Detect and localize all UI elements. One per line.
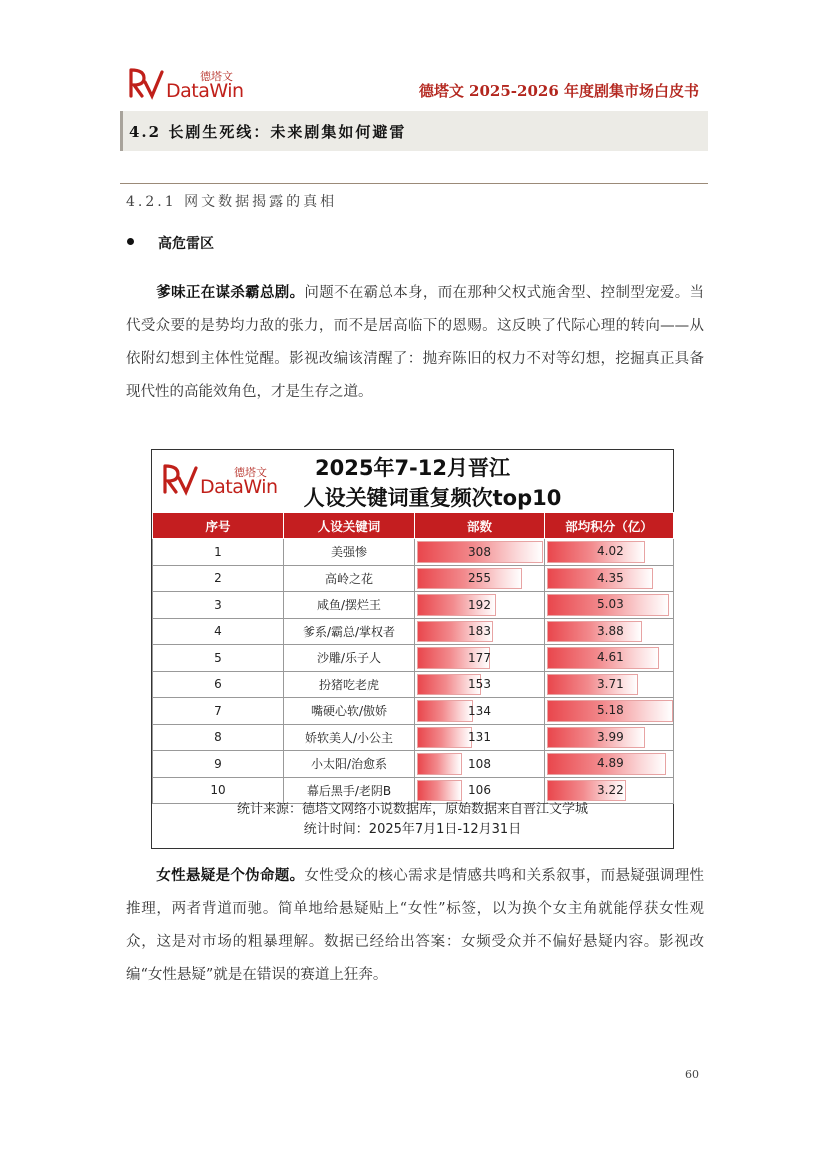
keyword-cell-text: 咸鱼/摆烂王: [316, 598, 382, 613]
table-source: 统计来源：德塔文网络小说数据库，原始数据来自晋江文学城: [236, 802, 588, 817]
subsection-title: 4.2.1 网文数据揭露的真相: [126, 194, 338, 210]
paragraph-1: [126, 276, 704, 409]
count-cell: [415, 645, 545, 672]
keyword-cell: [284, 592, 415, 619]
score-cell-text: 3.22: [597, 782, 624, 797]
logo-en-text: DataWin: [166, 80, 244, 102]
rank-cell-text: 7: [214, 703, 222, 718]
score-data-bar: [547, 621, 642, 643]
table-title-line1: 2025年7-12月晋江: [315, 456, 510, 480]
score-cell-text: 5.03: [597, 597, 624, 611]
keyword-cell-text: 爹系/霸总/掌权者: [302, 624, 396, 639]
rank-cell: [153, 671, 284, 698]
count-cell: [415, 592, 545, 619]
count-data-bar: [417, 727, 472, 749]
count-cell-text: 134: [468, 703, 491, 718]
paragraph-2-lead: 女性悬疑是个伪命题。: [156, 867, 305, 884]
table-header-area: [152, 450, 673, 512]
column-header: 序号: [153, 513, 284, 539]
keyword-cell: [284, 645, 415, 672]
keyword-cell: [284, 618, 415, 645]
count-cell: [415, 618, 545, 645]
count-cell: [415, 698, 545, 725]
keyword-cell: [284, 698, 415, 725]
rank-cell: [153, 565, 284, 592]
score-cell-text: 3.99: [597, 729, 624, 744]
table-row: [153, 539, 674, 566]
count-cell-text: 106: [468, 783, 491, 798]
score-cell: [545, 539, 674, 566]
score-cell: [545, 751, 674, 778]
rank-cell-text: 4: [214, 624, 222, 639]
table-row: [153, 751, 674, 778]
count-cell: [415, 751, 545, 778]
table-row: [153, 618, 674, 645]
table-row: [153, 645, 674, 672]
table-row: [153, 724, 674, 751]
rank-cell: [153, 618, 284, 645]
keyword-cell-text: 扮猪吃老虎: [318, 677, 379, 692]
count-cell: [415, 671, 545, 698]
paragraph-1-body: 问题不在霸总本身，而在那种父权式施舍型、控制型宠爱。当代受众要的是势均力敌的张力，而不是居高临下的恩赐。这反映了代际心理的转向——从依附幻想到主体性觉醒。影视改编该清醒了：抛弃陈旧的权力不对等幻想，挖掘真正具备现代性的高能效角色，才是生存之道。: [126, 285, 705, 400]
count-data-bar: [417, 753, 462, 775]
table-row: [153, 698, 674, 725]
keyword-cell-text: 美强惨: [330, 545, 367, 560]
rank-cell-text: 1: [214, 544, 222, 559]
table-title-line2: 人设关键词重复频次top10: [303, 486, 562, 510]
table-row: [153, 671, 674, 698]
count-cell-text: 153: [468, 677, 491, 692]
count-cell-text: 183: [468, 624, 491, 639]
count-cell-text: 308: [468, 544, 491, 559]
score-cell: [545, 592, 674, 619]
score-cell: [545, 698, 674, 725]
rank-cell: [153, 724, 284, 751]
rank-cell-text: 9: [214, 756, 222, 771]
count-cell: [415, 724, 545, 751]
score-cell: [545, 645, 674, 672]
rank-cell-text: 3: [214, 597, 222, 612]
page-number: 60: [685, 1068, 699, 1081]
column-header: 人设关键词: [284, 513, 415, 539]
paragraph-1-lead: 爹味正在谋杀霸总剧。: [156, 284, 305, 301]
rank-cell-text: 6: [214, 677, 222, 692]
paragraph-2: [126, 859, 704, 992]
score-cell-text: 3.71: [597, 676, 624, 691]
keyword-cell-text: 高岭之花: [324, 571, 373, 586]
rank-cell: [153, 645, 284, 672]
rank-cell-text: 10: [210, 783, 226, 798]
keyword-table-figure: [151, 449, 674, 849]
score-cell-text: 4.89: [597, 756, 624, 770]
keyword-cell-text: 沙雕/乐子人: [316, 651, 382, 666]
keyword-cell-text: 幕后黑手/老阴B: [306, 783, 392, 798]
table-row: [153, 565, 674, 592]
column-header: 部均积分（亿）: [545, 513, 674, 539]
score-cell-text: 3.88: [597, 623, 624, 638]
score-cell: [545, 724, 674, 751]
keyword-cell-text: 小太阳/治愈系: [310, 757, 388, 772]
paragraph-2-body: 女性受众的核心需求是情感共鸣和关系叙事，而悬疑强调理性推理，两者背道而驰。简单地给悬疑贴上“女性”标签，以为换个女主角就能俘获女性观众，这是对市场的粗暴理解。数据已经给出答案：女频受众并不偏好悬疑内容。影视改编“女性悬疑”就是在错误的赛道上狂奔。: [126, 868, 705, 983]
count-cell-text: 192: [468, 597, 491, 612]
divider: [120, 183, 708, 184]
count-cell: [415, 565, 545, 592]
score-cell-text: 4.61: [597, 650, 624, 664]
rank-cell: [153, 539, 284, 566]
keyword-cell: [284, 539, 415, 566]
datawin-logo: [128, 64, 244, 104]
keyword-cell: [284, 671, 415, 698]
rank-cell-text: 5: [214, 650, 222, 665]
table-row: [153, 592, 674, 619]
table-footnote: [152, 800, 673, 840]
count-cell-text: 108: [468, 756, 491, 771]
keyword-cell-text: 嘴硬心软/傲娇: [310, 704, 388, 719]
count-cell-text: 255: [468, 571, 491, 586]
count-data-bar: [417, 780, 462, 802]
score-data-bar: [547, 727, 645, 749]
count-cell-text: 177: [468, 650, 491, 665]
table-logo-en: DataWin: [200, 476, 278, 498]
score-cell-text: 5.18: [597, 703, 624, 717]
score-cell-text: 4.35: [597, 570, 624, 585]
section-heading-bar: [120, 111, 708, 151]
keyword-cell: [284, 724, 415, 751]
bullet-dot: [127, 238, 134, 245]
score-cell: [545, 618, 674, 645]
rank-cell: [153, 751, 284, 778]
bullet-heading: 高危雷区: [158, 236, 214, 252]
keyword-table: [152, 512, 674, 804]
table-logo-cn: 德塔文: [234, 466, 267, 479]
score-cell-text: 4.02: [597, 544, 624, 558]
keyword-cell: [284, 751, 415, 778]
table-header-row: [153, 513, 674, 539]
keyword-cell: [284, 565, 415, 592]
column-header: 部数: [415, 513, 545, 539]
count-data-bar: [417, 700, 473, 722]
rank-cell-text: 2: [214, 571, 222, 586]
table-period: 统计时间：2025年7月1日-12月31日: [303, 822, 522, 837]
count-cell-text: 131: [468, 730, 491, 745]
datawin-logo-icon: [128, 66, 164, 100]
logo-cn-text: 德塔文: [200, 70, 233, 83]
document-title: 德塔文 2025-2026 年度剧集市场白皮书: [418, 82, 699, 100]
section-title: 4.2 长剧生死线：未来剧集如何避雷: [129, 123, 407, 141]
rank-cell: [153, 698, 284, 725]
count-cell: [415, 539, 545, 566]
rank-cell: [153, 592, 284, 619]
rank-cell-text: 8: [214, 730, 222, 745]
score-cell: [545, 671, 674, 698]
score-cell: [545, 565, 674, 592]
keyword-cell-text: 娇软美人/小公主: [304, 730, 394, 745]
score-data-bar: [547, 674, 638, 696]
